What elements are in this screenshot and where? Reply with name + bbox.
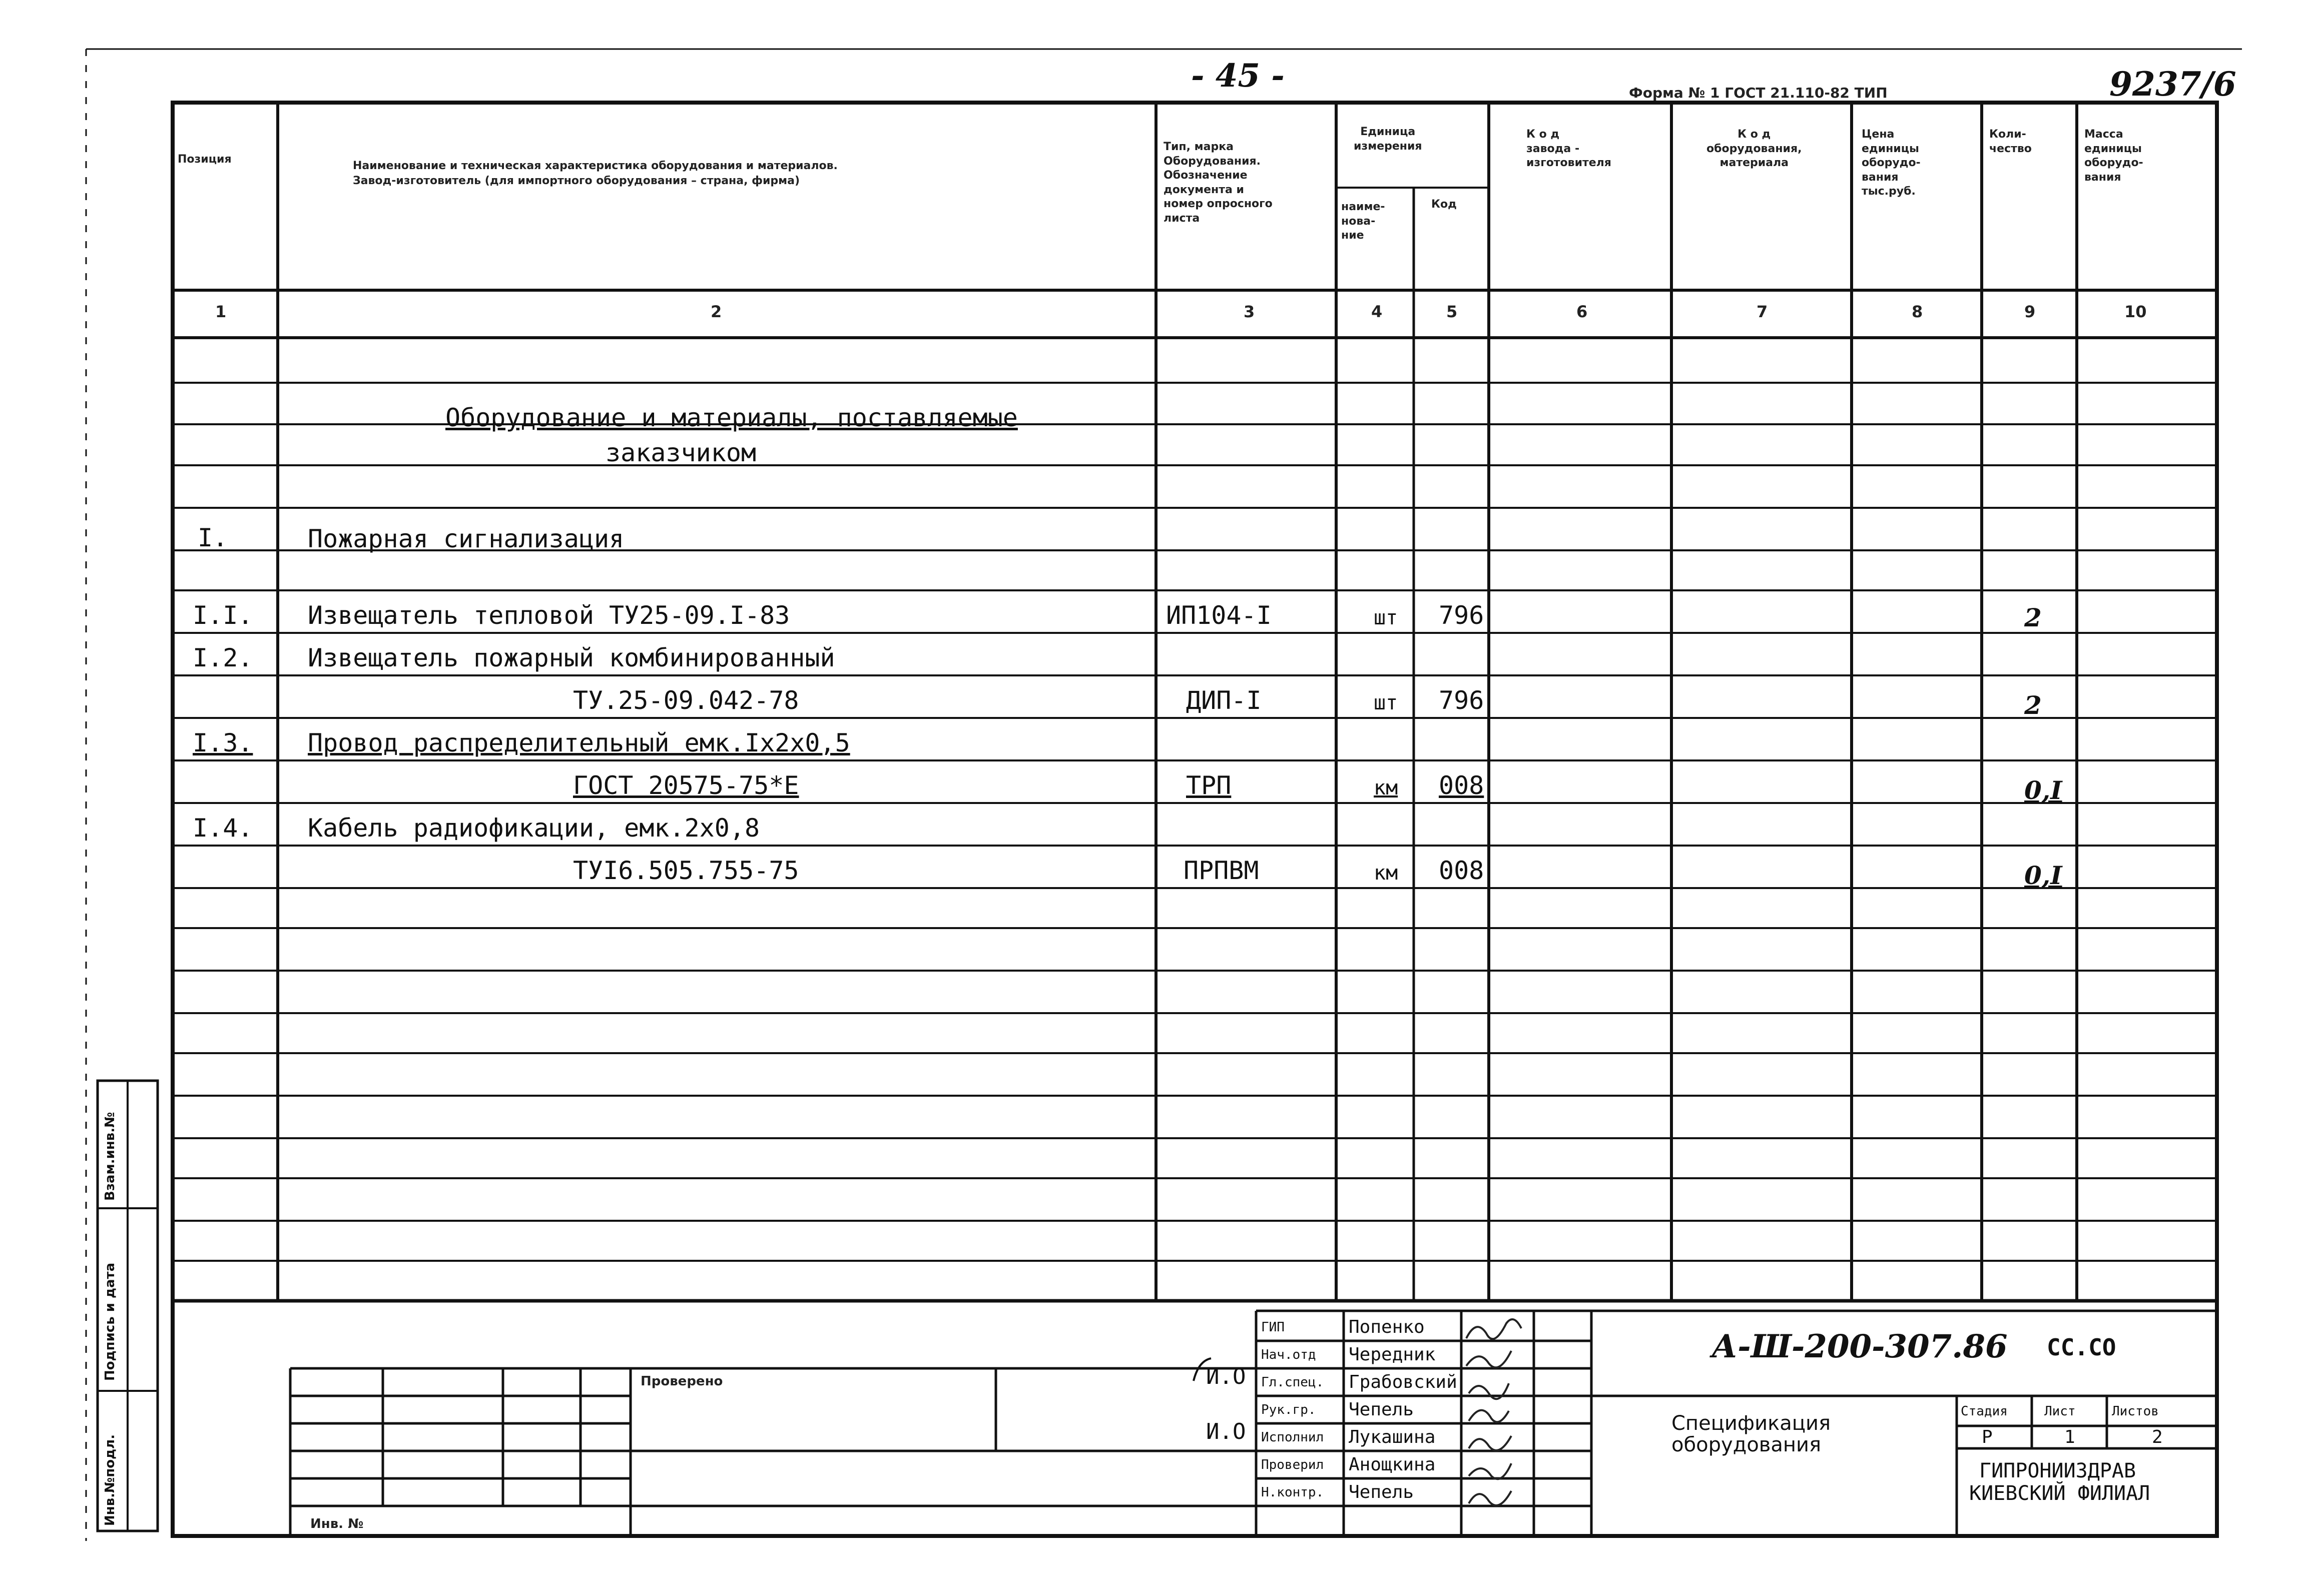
header-unit-name-line: наиме- bbox=[1341, 201, 1385, 213]
provereno-label: Проверено bbox=[641, 1374, 723, 1389]
row-name: Кабель радиофикации, емк.2х0,8 bbox=[308, 814, 760, 843]
header-price-line: вания bbox=[1862, 171, 1899, 184]
column-number: 8 bbox=[1912, 302, 1923, 321]
column-number: 3 bbox=[1244, 302, 1255, 321]
row-unit-code: 796 bbox=[1439, 686, 1484, 715]
row-name: ТУI6.505.755-75 bbox=[573, 856, 799, 885]
document-code: А-Ш-200-307.86 bbox=[1711, 1328, 2008, 1365]
header-type-line: Тип, марка bbox=[1164, 141, 1234, 153]
stamp-role: Нач.отд bbox=[1261, 1347, 1316, 1362]
document-suffix: СС.СО bbox=[2047, 1334, 2116, 1361]
header-type bbox=[1164, 140, 1273, 226]
row-type: ДИП-I bbox=[1186, 686, 1262, 715]
row-unit: шт bbox=[1374, 606, 1398, 629]
header-unit-name-line: нова- bbox=[1341, 215, 1376, 228]
stamp-name: Лукашина bbox=[1349, 1427, 1436, 1447]
organization-line1: ГИПРОНИИЗДРАВ bbox=[1979, 1459, 2136, 1482]
header-mass-line: единицы bbox=[2084, 142, 2142, 155]
row-type: ПРПВМ bbox=[1184, 856, 1259, 885]
row-name: Провод распределительный емк.Iх2х0,5 bbox=[308, 728, 850, 757]
header-type-line: документа и bbox=[1164, 183, 1244, 196]
header-factory-line: К о д bbox=[1526, 128, 1560, 141]
header-equipment-line: К о д bbox=[1738, 128, 1771, 141]
column-number: 10 bbox=[2124, 302, 2147, 321]
sheet-value: 1 bbox=[2064, 1427, 2075, 1447]
stamp-name: Попенко bbox=[1349, 1317, 1425, 1337]
header-mass-line: Масса bbox=[2084, 128, 2123, 141]
form-label: Форма № 1 ГОСТ 21.110-82 ТИП bbox=[1629, 85, 1888, 101]
stamp-name: Грабовский bbox=[1349, 1372, 1457, 1392]
header-equipment-line: оборудования, bbox=[1706, 142, 1802, 155]
document-title-line2: оборудования bbox=[1671, 1433, 1822, 1456]
header-price-line: Цена bbox=[1862, 128, 1895, 141]
organization-line2: КИЕВСКИЙ ФИЛИАЛ bbox=[1969, 1482, 2150, 1505]
document-title-line1: Спецификация bbox=[1671, 1412, 1831, 1435]
column-number: 2 bbox=[711, 302, 722, 321]
header-equipment-line: материала bbox=[1719, 157, 1789, 170]
row-unit-code: 796 bbox=[1439, 601, 1484, 630]
header-mass-line: вания bbox=[2084, 171, 2121, 184]
column-number: 6 bbox=[1576, 302, 1588, 321]
side-label-replaced-inv: Взам.инв.№ bbox=[103, 1112, 118, 1201]
header-unit-line: измерения bbox=[1354, 140, 1422, 153]
row-quantity: 0,I bbox=[2024, 775, 2062, 805]
header-name-line1: Наименование и техническая характеристика оборудования и материалов. bbox=[353, 160, 838, 172]
stamp-name: Анощкина bbox=[1349, 1454, 1436, 1475]
header-type-line: листа bbox=[1164, 212, 1200, 225]
section-heading-line1: Оборудование и материалы, поставляемые bbox=[445, 403, 1018, 432]
column-number: 7 bbox=[1757, 302, 1768, 321]
sheets-label: Листов bbox=[2112, 1404, 2159, 1419]
side-label-signature-date: Подпись и дата bbox=[103, 1262, 118, 1381]
header-type-line: Обозначение bbox=[1164, 169, 1248, 182]
header-name-line2: Завод-изготовитель (для импортного оборудования – страна, фирма) bbox=[353, 175, 800, 187]
stamp-name: Чередник bbox=[1349, 1344, 1436, 1365]
stamp-role: Исполнил bbox=[1261, 1430, 1324, 1445]
row-name: ГОСТ 20575-75*Е bbox=[573, 771, 799, 800]
stamp-role: Гл.спец. bbox=[1261, 1375, 1324, 1390]
header-mass bbox=[2084, 128, 2143, 185]
row-position: I.4. bbox=[193, 814, 253, 843]
stamp-role: Проверил bbox=[1261, 1457, 1324, 1472]
row-quantity: 0,I bbox=[2024, 861, 2062, 890]
header-unit-name bbox=[1341, 200, 1385, 243]
sheet-label: Лист bbox=[2044, 1404, 2076, 1419]
header-position: Позиция bbox=[178, 153, 232, 166]
stamp-name: Чепель bbox=[1349, 1482, 1414, 1502]
sheet-number: - 45 - bbox=[1191, 57, 1285, 95]
header-type-line: номер опросного bbox=[1164, 198, 1273, 211]
sheets-value: 2 bbox=[2152, 1427, 2163, 1447]
row-position: I. bbox=[198, 523, 228, 552]
row-name: Извещатель пожарный комбинированный bbox=[308, 643, 835, 672]
inv-number-label: Инв. № bbox=[310, 1516, 364, 1531]
header-quantity bbox=[1989, 128, 2032, 156]
column-number: 5 bbox=[1446, 302, 1458, 321]
row-unit: км bbox=[1374, 776, 1398, 800]
corner-number: 9237/6 bbox=[2109, 65, 2236, 104]
io-mark: И.О bbox=[1206, 1419, 1246, 1444]
io-mark: И.О bbox=[1206, 1364, 1246, 1389]
stamp-name: Чепель bbox=[1349, 1399, 1414, 1420]
section-heading-line2: заказчиком bbox=[606, 438, 757, 467]
header-price-line: тыс.руб. bbox=[1862, 185, 1916, 198]
column-number: 1 bbox=[215, 302, 227, 321]
header-factory-code bbox=[1526, 128, 1611, 171]
row-name: ТУ.25-09.042-78 bbox=[573, 686, 799, 715]
row-quantity: 2 bbox=[2024, 690, 2042, 720]
header-mass-line: оборудо- bbox=[2084, 157, 2143, 170]
header-equipment-code bbox=[1706, 128, 1802, 171]
header-quantity-line: Коли- bbox=[1989, 128, 2026, 141]
header-price bbox=[1862, 128, 1921, 199]
header-factory-line: изготовителя bbox=[1526, 157, 1611, 170]
header-price-line: оборудо- bbox=[1862, 157, 1921, 170]
header-unit-group bbox=[1354, 125, 1422, 154]
stamp-role: Н.контр. bbox=[1261, 1485, 1324, 1500]
row-unit: шт bbox=[1374, 691, 1398, 714]
column-number: 4 bbox=[1371, 302, 1383, 321]
row-position: I.I. bbox=[193, 601, 253, 630]
row-position: I.3. bbox=[193, 728, 253, 757]
stamp-role: Рук.гр. bbox=[1261, 1402, 1316, 1417]
header-factory-line: завода - bbox=[1526, 142, 1580, 155]
header-type-line: Оборудования. bbox=[1164, 155, 1261, 168]
header-unit-line: Единица bbox=[1360, 126, 1416, 138]
header-unit-name-line: ние bbox=[1341, 229, 1364, 242]
row-type: ТРП bbox=[1186, 771, 1232, 800]
row-position: I.2. bbox=[193, 643, 253, 672]
row-unit-code: 008 bbox=[1439, 771, 1484, 800]
row-name: Пожарная сигнализация bbox=[308, 524, 625, 553]
header-quantity-line: чество bbox=[1989, 142, 2032, 155]
stage-label: Стадия bbox=[1961, 1404, 2008, 1419]
column-number: 9 bbox=[2024, 302, 2036, 321]
stamp-role: ГИП bbox=[1261, 1320, 1285, 1335]
stage-value: Р bbox=[1982, 1427, 1993, 1447]
row-unit-code: 008 bbox=[1439, 856, 1484, 885]
row-name: Извещатель тепловой ТУ25-09.I-83 bbox=[308, 601, 790, 630]
header-price-line: единицы bbox=[1862, 142, 1919, 155]
header-unit-code: Код bbox=[1431, 198, 1457, 211]
side-label-original-inv: Инв.№подл. bbox=[103, 1434, 118, 1526]
row-quantity: 2 bbox=[2024, 603, 2042, 632]
row-unit: км bbox=[1374, 862, 1398, 885]
row-type: ИП104-I bbox=[1166, 601, 1272, 630]
